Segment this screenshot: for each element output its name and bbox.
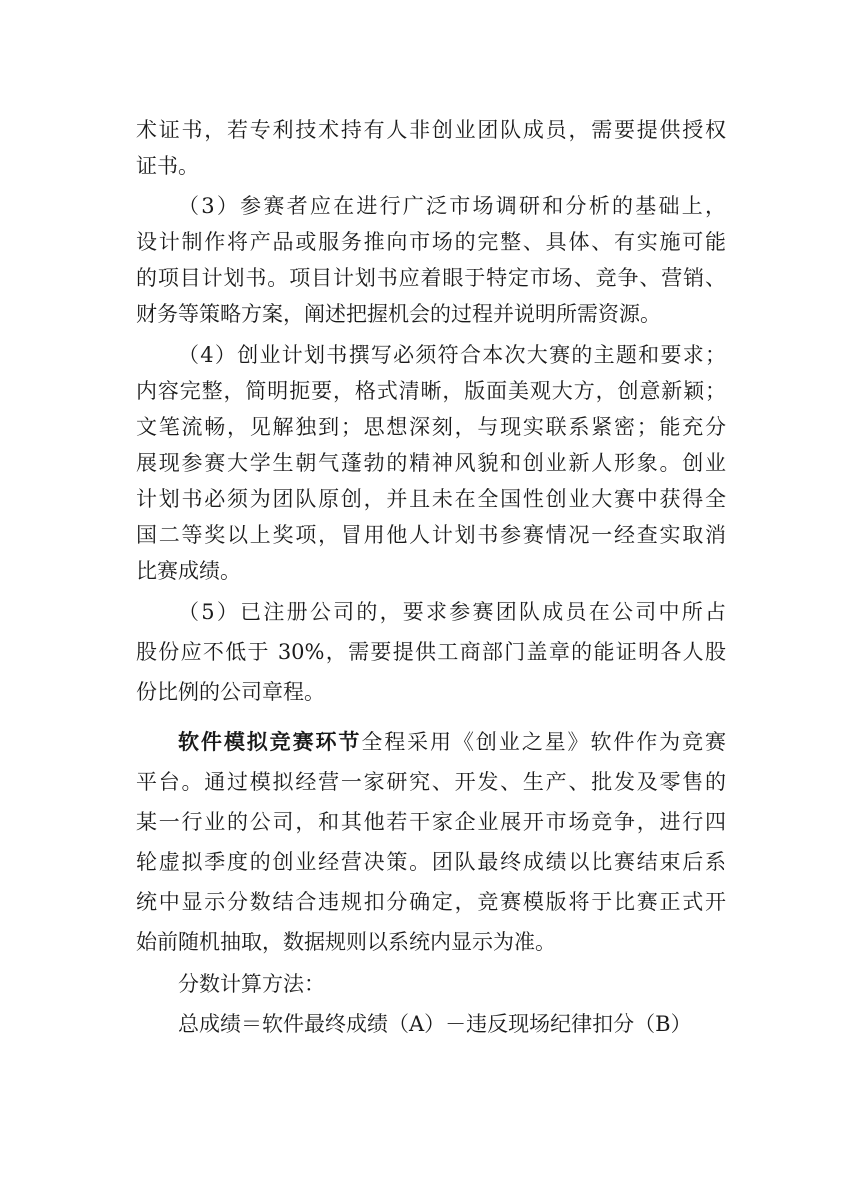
text-line: 文笔流畅，见解独到；思想深刻，与现实联系紧密；能充分: [136, 415, 726, 439]
text-line: 始前随机抽取，数据规则以系统内显示为准。: [136, 930, 556, 954]
formula-line: 总成绩＝软件最终成绩（A）－违反现场纪律扣分（B）: [178, 1012, 692, 1036]
text-line: 设计制作将产品或服务推向市场的完整、具体、有实施可能: [136, 230, 726, 254]
text-line: 平台。通过模拟经营一家研究、开发、生产、批发及零售的: [136, 770, 726, 794]
text-line: 计划书必须为团队原创，并且未在全国性创业大赛中获得全: [136, 487, 726, 511]
text-line: 展现参赛大学生朝气蓬勃的精神风貌和创业新人形象。创业: [136, 451, 726, 475]
text-span: 全程采用《创业之星》软件作为竞赛: [361, 730, 727, 754]
text-line: 份比例的公司章程。: [136, 680, 325, 704]
text-line: 统中显示分数结合违规扣分确定，竞赛模版将于比赛正式开: [136, 890, 726, 914]
text-line: 内容完整，简明扼要，格式清晰，版面美观大方，创意新颖；: [136, 379, 726, 403]
text-line: 轮虚拟季度的创业经营决策。团队最终成绩以比赛结束后系: [136, 850, 726, 874]
text-line: 某一行业的公司，和其他若干家企业展开市场竞争，进行四: [136, 810, 726, 834]
text-line: [178, 724, 726, 760]
text-line: （4）创业计划书撰写必须符合本次大赛的主题和要求；: [178, 343, 726, 367]
text-line: 国二等奖以上奖项，冒用他人计划书参赛情况一经查实取消: [136, 523, 726, 547]
text-line: 分数计算方法：: [178, 972, 325, 996]
text-line: 股份应不低于 30%，需要提供工商部门盖章的能证明各人股: [136, 640, 726, 664]
section-heading: 软件模拟竞赛环节: [178, 730, 362, 754]
text-line: 术证书，若专利技术持有人非创业团队成员，需要提供授权: [136, 118, 726, 142]
text-line: （5）已注册公司的，要求参赛团队成员在公司中所占: [178, 600, 726, 624]
text-line: 财务等策略方案，阐述把握机会的过程并说明所需资源。: [136, 302, 661, 326]
text-line: （3）参赛者应在进行广泛市场调研和分析的基础上，: [178, 194, 726, 218]
text-line: 证书。: [136, 154, 199, 178]
text-line: 的项目计划书。项目计划书应着眼于特定市场、竞争、营销、: [136, 266, 726, 290]
text-line: 比赛成绩。: [136, 559, 241, 583]
